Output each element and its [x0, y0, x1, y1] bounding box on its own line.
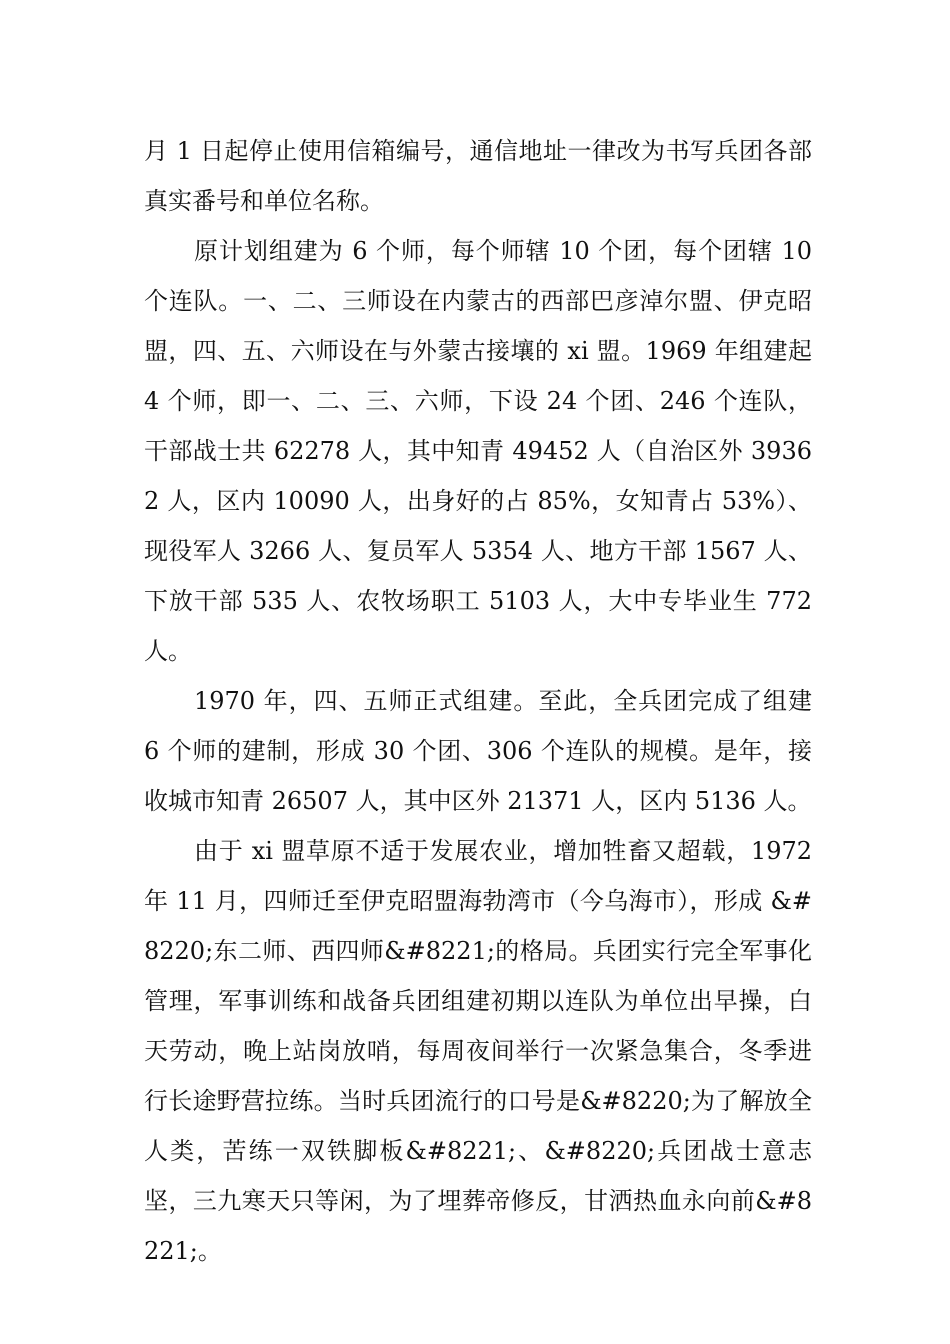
paragraph-division-plan: 原计划组建为 6 个师，每个师辖 10 个团，每个团辖 10 个连队。一、二、三师设在内蒙古的西部巴彦淖尔盟、伊克昭盟，四、五、六师设在与外蒙古接壤的 xi 盟。1969 年组建起 4 个师，即一、二、三、六师，下设 24 个团、246 个连队，干部战士共 62278 人，其中知青 49452 人（自治区外 39362 人，区内 10090 人，出身好的占 85%，女知青占 53%）、现役军人 3266 人、复员军人 5354 人、地方干部 1567 人、下放干部 535 人、农牧场职工 5103 人，大中专毕业生 772 人。: [144, 237, 812, 665]
paragraph-continuation: 月 1 日起停止使用信箱编号，通信地址一律改为书写兵团各部真实番号和单位名称。: [144, 137, 812, 215]
paragraph-1972-relocation: 由于 xi 盟草原不适于发展农业，增加牲畜又超载，1972 年 11 月，四师迁至伊克昭盟海勃湾市（今乌海市），形成 &#8220;东二师、西四师&#8221;的格局。兵团实行完全军事化管理，军事训练和战备兵团组建初期以连队为单位出早操，白天劳动，晚上站岗放哨，每周夜间举行一次紧急集合，冬季进行长途野营拉练。当时兵团流行的口号是&#8220;为了解放全人类，苦练一双铁脚板&#8221;、&#8220;兵团战士意志坚，三九寒天只等闲，为了埋葬帝修反，甘洒热血永向前&#8221;。: [144, 837, 812, 1265]
body-text: [144, 126, 812, 1276]
paragraph-1970-formation: 1970 年，四、五师正式组建。至此，全兵团完成了组建 6 个师的建制，形成 30 个团、306 个连队的规模。是年，接收城市知青 26507 人，其中区外 21371 人，区内 5136 人。: [144, 687, 812, 815]
